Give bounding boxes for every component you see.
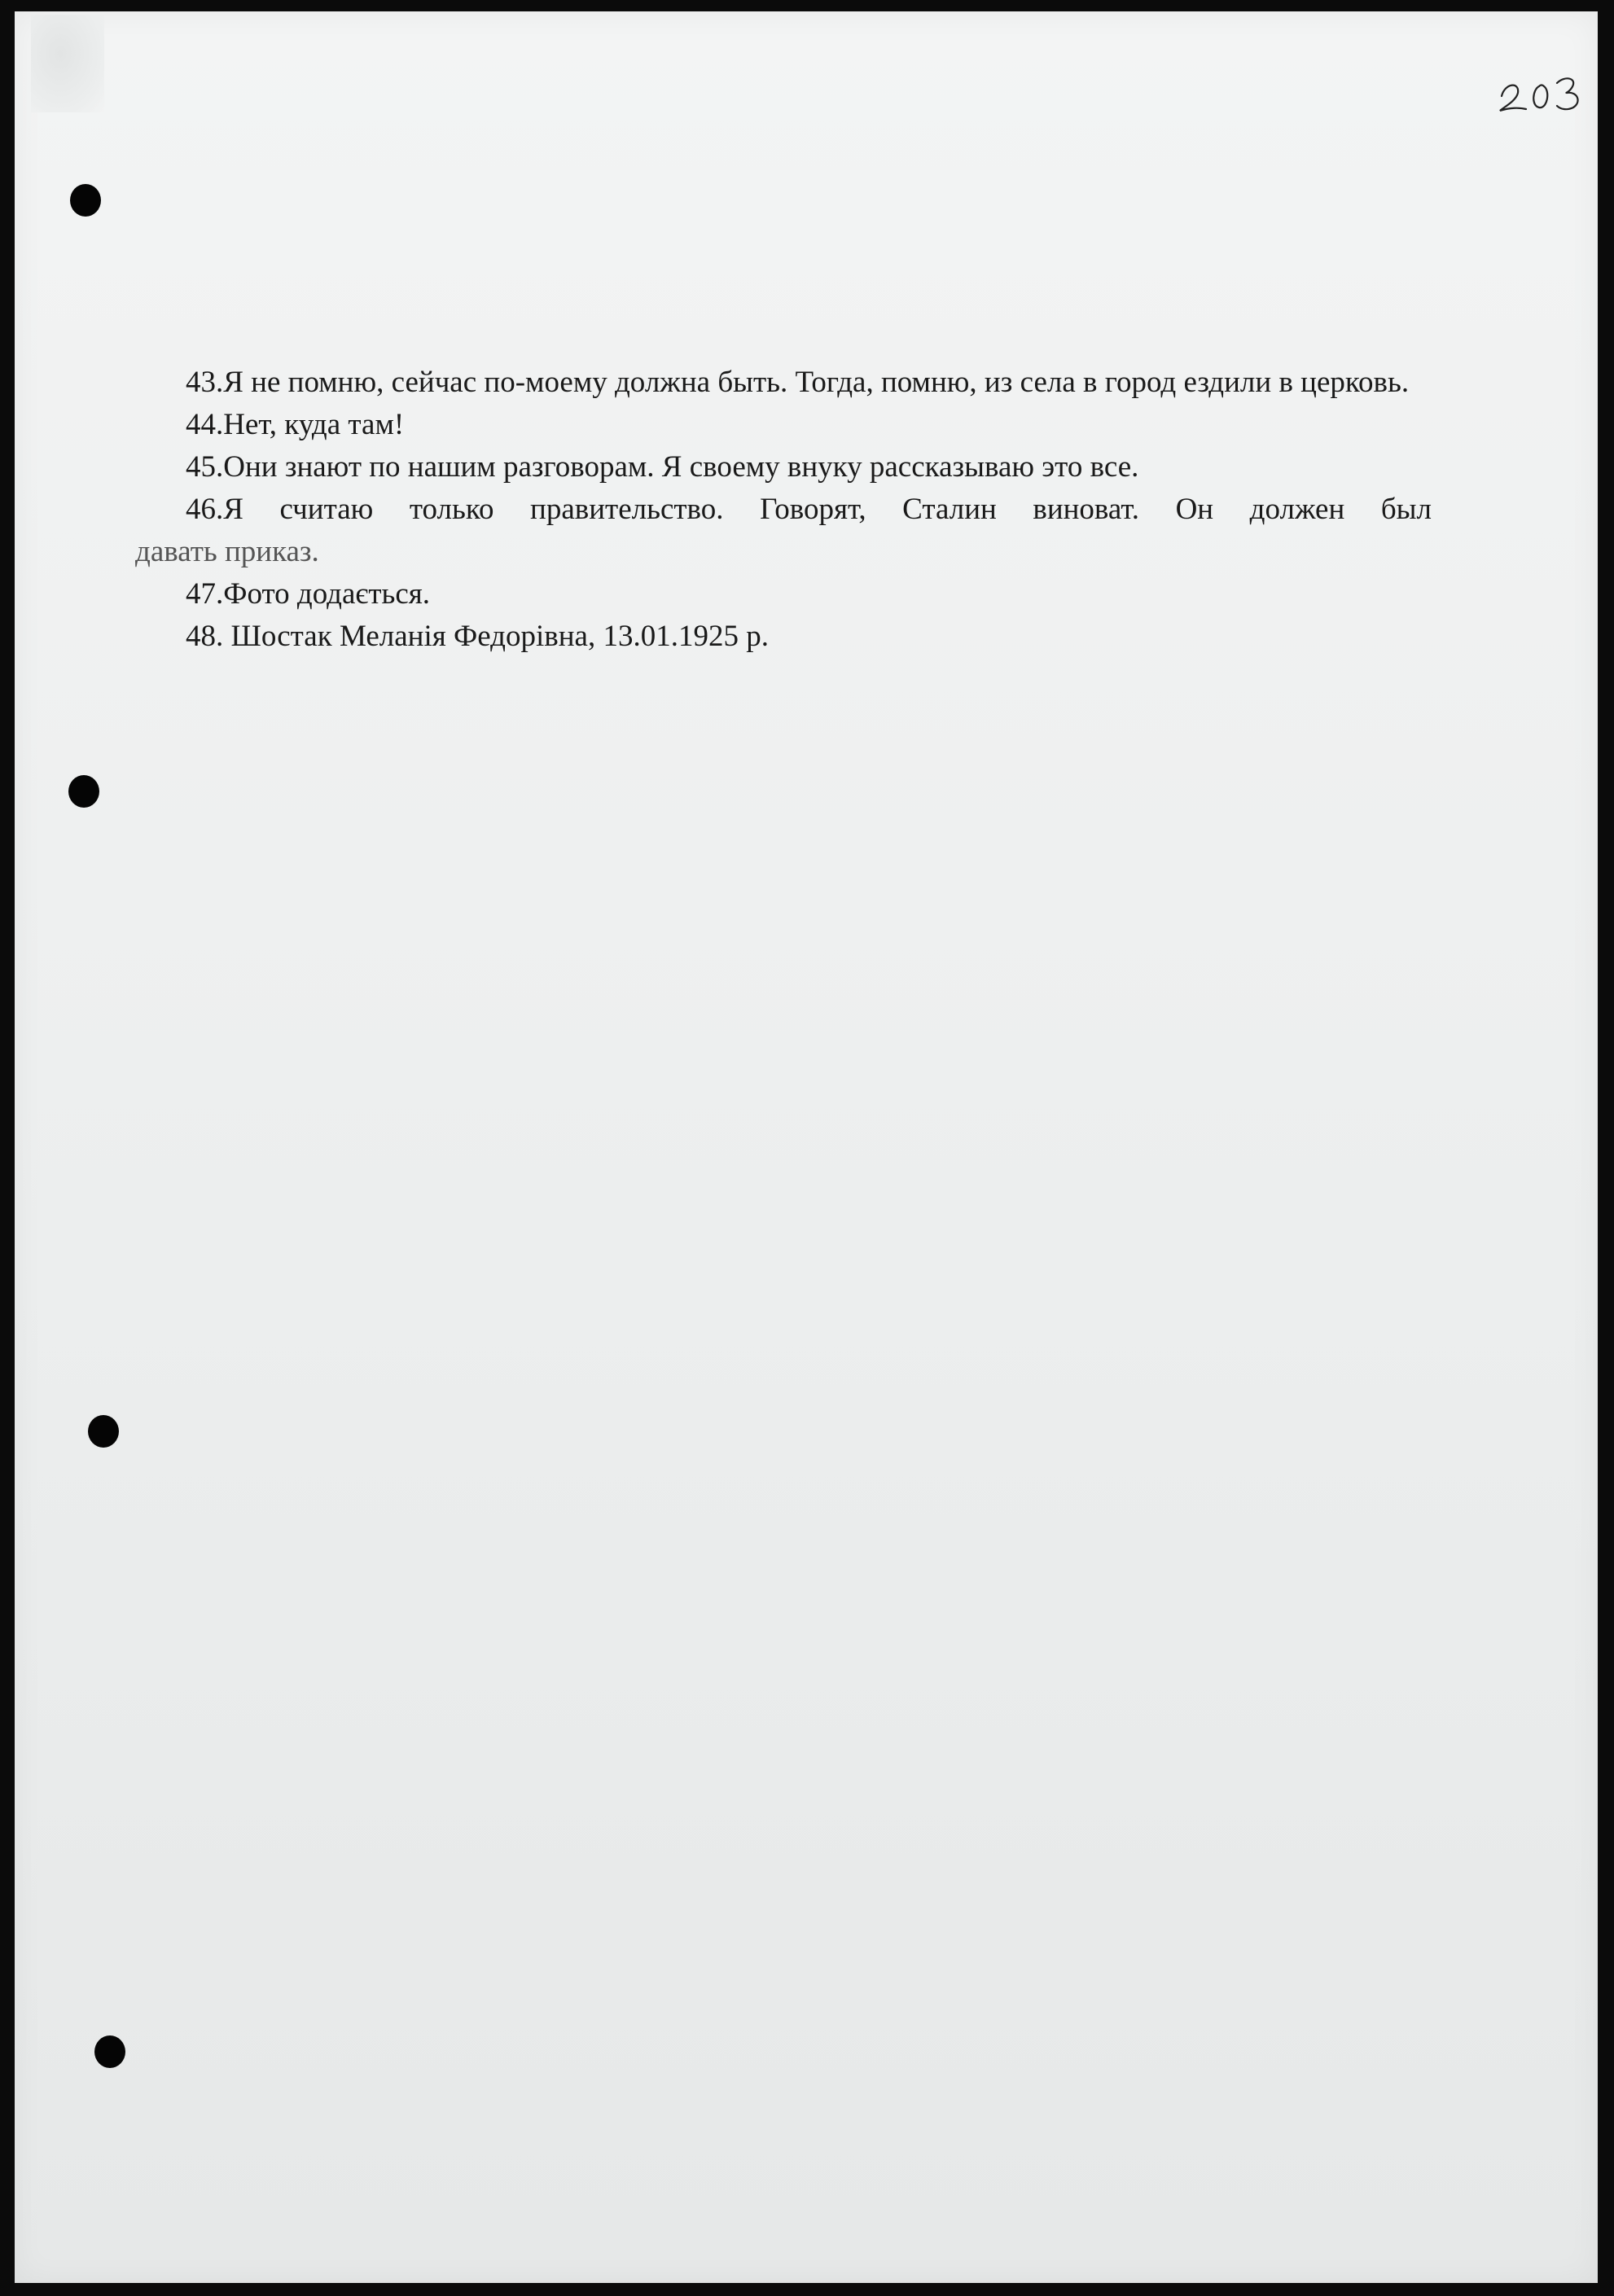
paragraph-48: 48. Шостак Меланія Федорівна, 13.01.1925 р. (186, 620, 769, 653)
paper-stain (31, 15, 104, 112)
paragraph-47: 47.Фото додається. (186, 577, 431, 611)
punch-hole (68, 775, 99, 808)
punch-hole (88, 1415, 119, 1448)
paragraph-43: 43.Я не помню, сейчас по-моему должна быть. Тогда, помню, из села в город ездили в церковь. (186, 366, 1410, 399)
paragraph-45: 45.Они знают по нашим разговорам. Я своему внуку рассказываю это все. (186, 450, 1139, 484)
paragraph-44: 44.Нет, куда там! (186, 408, 405, 441)
punch-hole (94, 2035, 125, 2068)
handwritten-page-number (1497, 54, 1594, 119)
handwritten-page-number-graphic (1497, 54, 1594, 119)
paragraph-46: 46.Я считаю только правительство. Говорят, Сталин виноват. Он должен был (186, 493, 1432, 526)
document-body (135, 361, 1432, 658)
paragraph-46-continued: давать приказ. (135, 535, 319, 568)
document-page (15, 11, 1598, 2283)
punch-hole (70, 184, 101, 217)
